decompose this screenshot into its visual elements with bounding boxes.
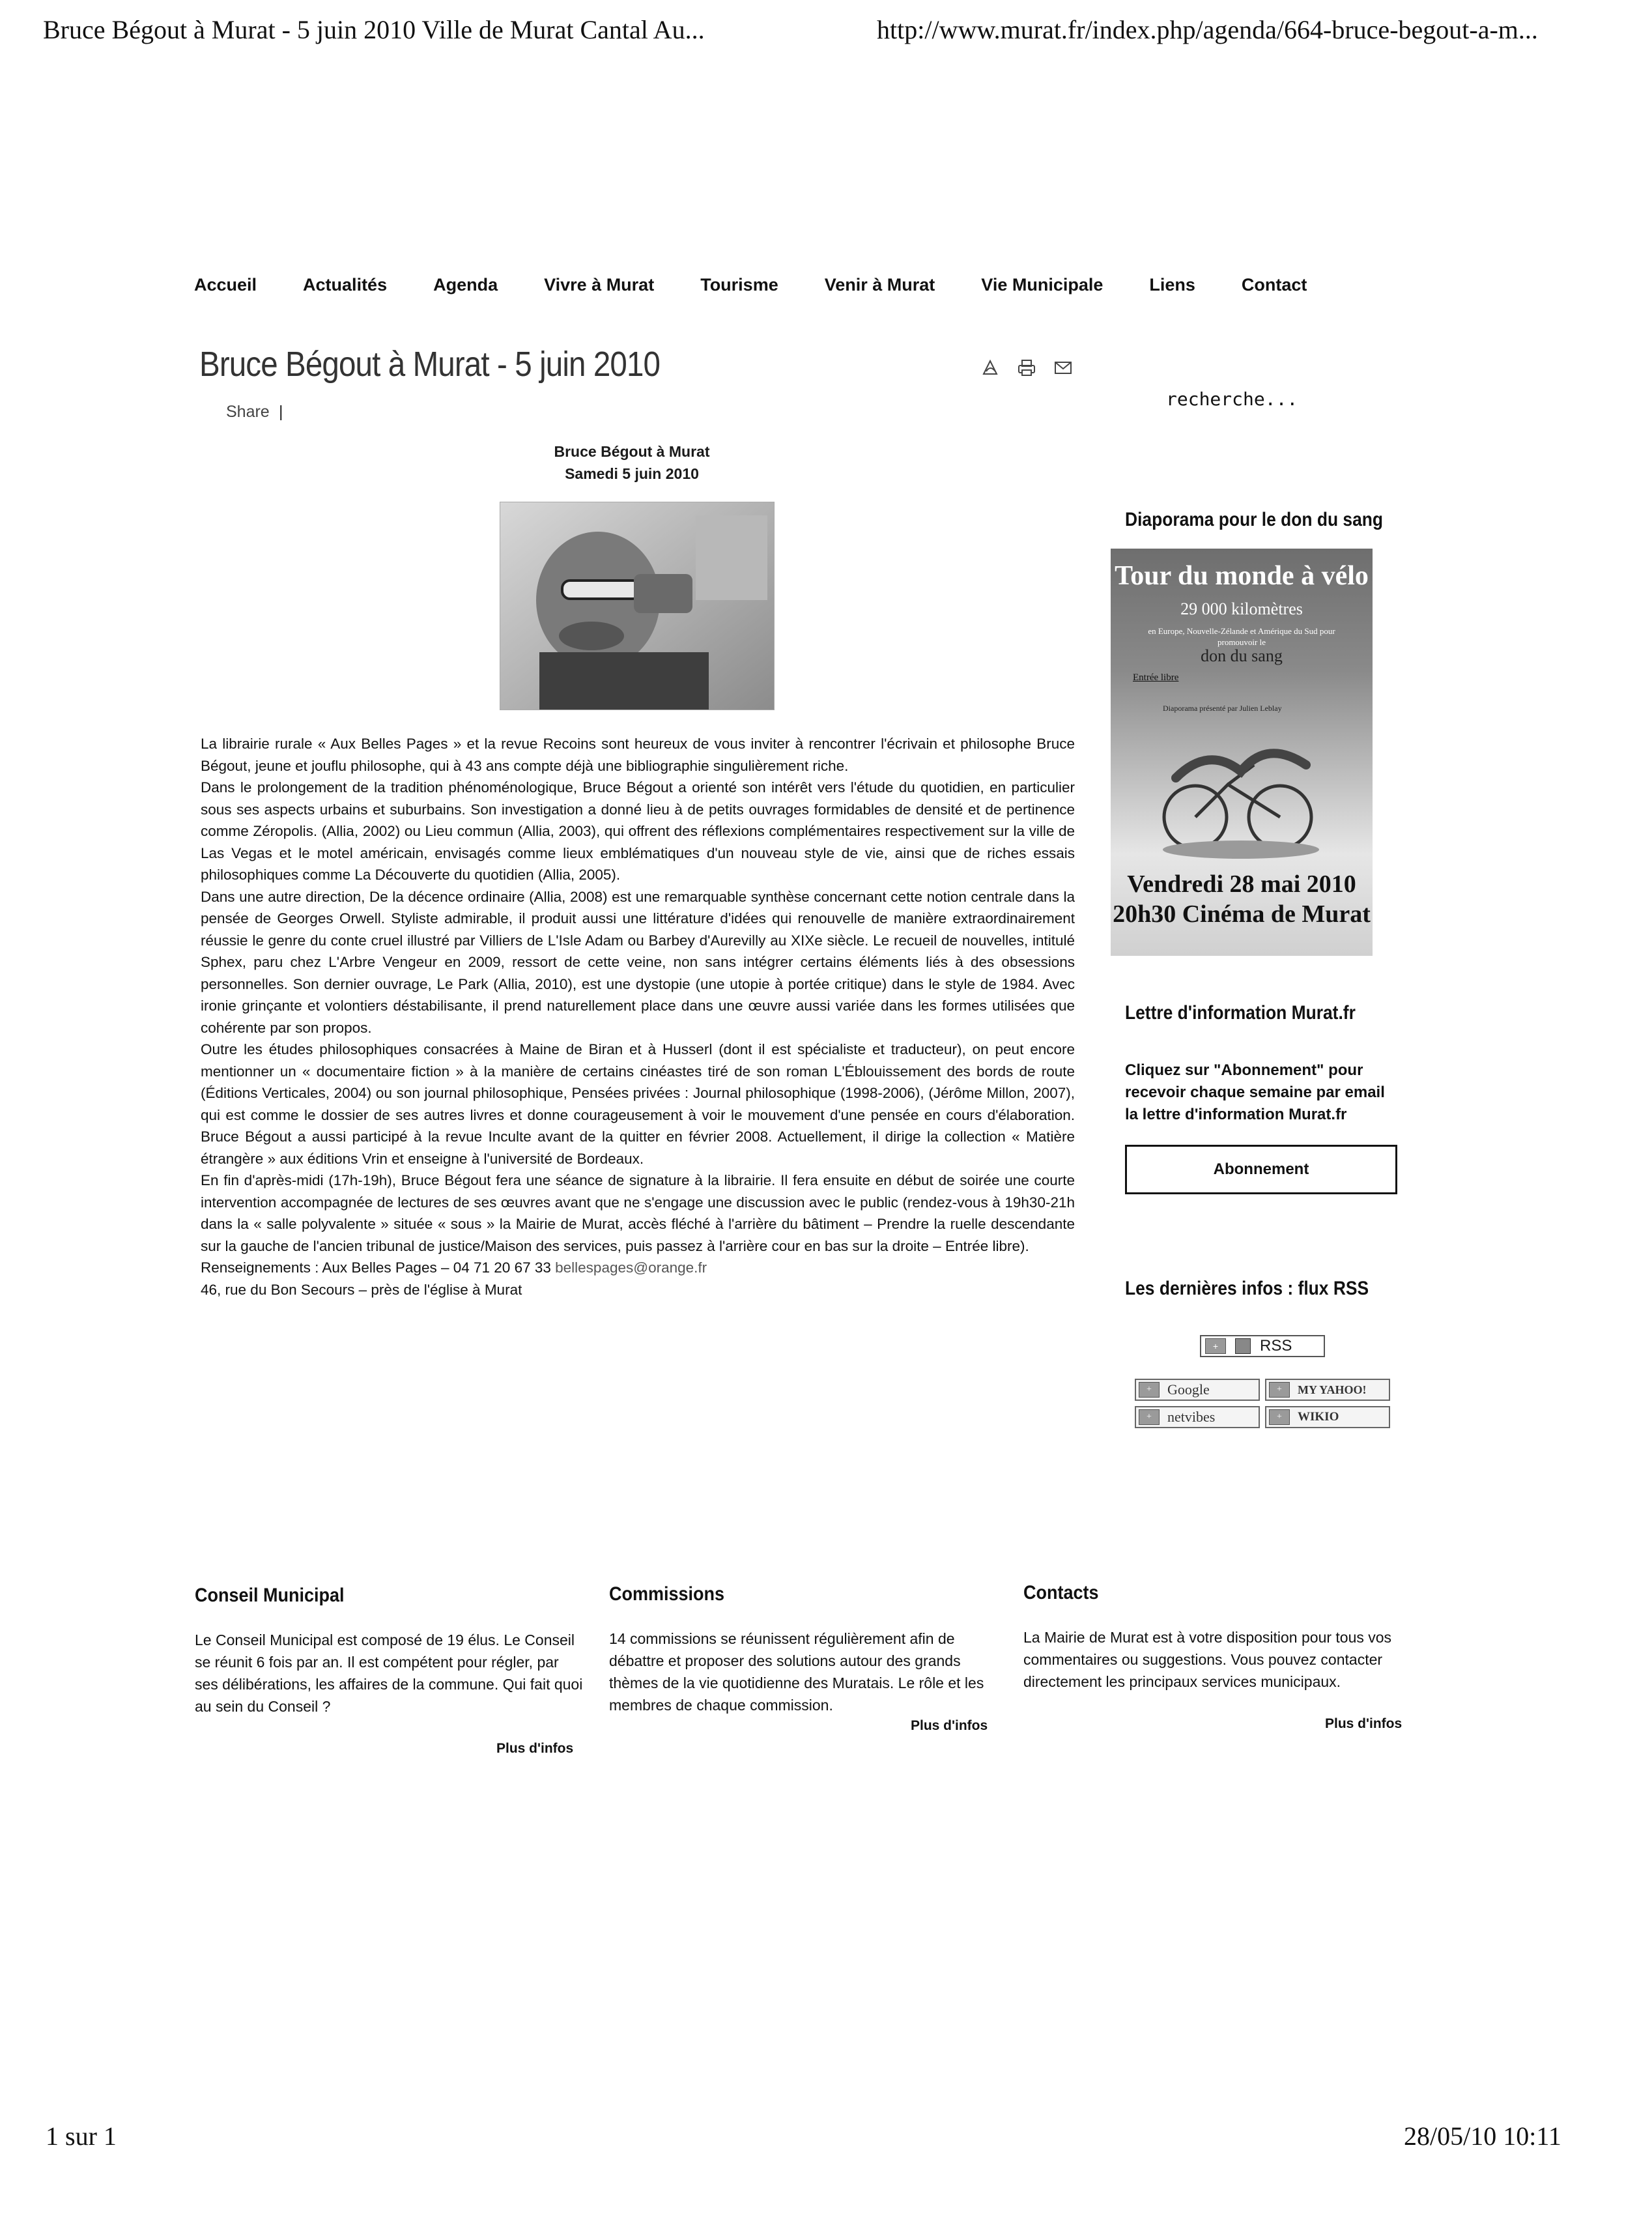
add-to-wikio-button[interactable] bbox=[1265, 1406, 1390, 1428]
email-icon[interactable] bbox=[1053, 357, 1074, 378]
newsletter-heading: Lettre d'information Murat.fr bbox=[1125, 1002, 1356, 1024]
address-line: 46, rue du Bon Secours – près de l'église à Murat bbox=[201, 1281, 522, 1298]
newsletter-description: Cliquez sur "Abonnement" pour recevoir chaque semaine par email la lettre d'information Murat.fr bbox=[1125, 1061, 1385, 1123]
event-line-2: Samedi 5 juin 2010 bbox=[565, 465, 699, 482]
nav-item-contact[interactable]: Contact bbox=[1241, 274, 1307, 295]
nav-item-actualites[interactable]: Actualités bbox=[303, 274, 388, 295]
search-input[interactable]: recherche... bbox=[1166, 388, 1298, 410]
poster-subtext: en Europe, Nouvelle-Zélande et Amérique du Sud pour promouvoir le bbox=[1148, 626, 1335, 647]
main-nav bbox=[194, 268, 1353, 301]
rss-label: RSS bbox=[1260, 1337, 1292, 1355]
add-icon: + bbox=[1269, 1409, 1290, 1425]
add-icon: + bbox=[1139, 1409, 1160, 1425]
nav-item-venir-a-murat[interactable]: Venir à Murat bbox=[824, 274, 935, 295]
poster-km: 29 000 kilomètres bbox=[1180, 599, 1303, 618]
footer-column-commissions bbox=[609, 1583, 1000, 1733]
add-icon: + bbox=[1269, 1382, 1290, 1398]
poster-date bbox=[1111, 869, 1373, 929]
add-icon: + bbox=[1139, 1382, 1160, 1398]
diaporama-poster[interactable] bbox=[1111, 549, 1373, 956]
footer-text: 14 commissions se réunissent régulièrement afin de débattre et proposer des solutions autour des grands thèmes de la vie quotidienne des Muratais. Le rôle et les membres de chaque commission. bbox=[609, 1630, 984, 1714]
abonnement-button[interactable]: Abonnement bbox=[1125, 1145, 1397, 1194]
plus-infos-link[interactable]: Plus d'infos bbox=[911, 1718, 988, 1733]
add-icon: + bbox=[1205, 1338, 1226, 1354]
poster-title: Tour du monde à vélo bbox=[1115, 561, 1369, 591]
feed-label-google: Google bbox=[1167, 1381, 1210, 1398]
pdf-icon[interactable] bbox=[980, 357, 1001, 378]
nav-item-tourisme[interactable]: Tourisme bbox=[700, 274, 778, 295]
footer-text: Le Conseil Municipal est composé de 19 élus. Le Conseil se réunit 6 fois par an. Il est compétent pour régler, par ses délibérations, les affaires de la commune. Qui fait quoi au sein du Conseil ? bbox=[195, 1631, 583, 1715]
plus-infos-link[interactable]: Plus d'infos bbox=[496, 1741, 574, 1756]
page-title: Bruce Bégout à Murat - 5 juin 2010 bbox=[199, 345, 661, 384]
print-header-title: Bruce Bégout à Murat - 5 juin 2010 Ville de Murat Cantal Au... bbox=[43, 15, 705, 44]
print-icon[interactable] bbox=[1016, 357, 1037, 378]
article-paragraph: Outre les études philosophiques consacrées à Maine de Biran et à Husserl (dont il est spécialiste et traducteur), on peut encore mentionner un « documentaire fiction » à la manière de certains cinéastes tiré de son roman L'Éblouissement des bords de route (Éditions Verticales, 2004) ou son journal philosophique, Pensées privées : Journal philosophique (1998-2006), (Jérôme Millon, 2007), qui est comme le dossier de ses autres livres et donne courageusement à voir le mouvement d'une pensée en cours d'élaboration. Bruce Bégout a aussi participé à la revue Inculte avant de la quitter en février 2008. Actuellement, il dirige la collection « Matière étrangère » aux éditions Vrin et enseigne à l'université de Bordeaux. bbox=[201, 1041, 1075, 1167]
add-to-google-button[interactable] bbox=[1135, 1379, 1260, 1401]
footer-heading: Commissions bbox=[609, 1583, 725, 1605]
feed-label-yahoo: MY YAHOO! bbox=[1298, 1383, 1367, 1396]
poster-date-line-2: 20h30 Cinéma de Murat bbox=[1113, 900, 1371, 928]
cyclists-illustration bbox=[1150, 719, 1332, 863]
rss-button[interactable] bbox=[1200, 1335, 1325, 1357]
contact-email-link[interactable]: bellespages@orange.fr bbox=[555, 1259, 707, 1276]
rss-icon bbox=[1235, 1338, 1251, 1354]
footer-column-contacts bbox=[1023, 1582, 1408, 1731]
contact-phone: Renseignements : Aux Belles Pages – 04 71 20 67 33 bbox=[201, 1259, 551, 1276]
poster-credit: Diaporama présenté par Julien Leblay bbox=[1163, 704, 1282, 713]
article-tools bbox=[980, 357, 1074, 378]
nav-item-vie-municipale[interactable]: Vie Municipale bbox=[981, 274, 1104, 295]
footer-heading: Conseil Municipal bbox=[195, 1585, 345, 1606]
nav-item-vivre-a-murat[interactable]: Vivre à Murat bbox=[544, 274, 655, 295]
add-to-yahoo-button[interactable] bbox=[1265, 1379, 1390, 1401]
poster-don: don du sang bbox=[1201, 646, 1283, 665]
add-to-netvibes-button[interactable] bbox=[1135, 1406, 1260, 1428]
footer-heading: Contacts bbox=[1023, 1582, 1099, 1603]
feed-label-netvibes: netvibes bbox=[1167, 1409, 1216, 1425]
feed-label-wikio: WIKIO bbox=[1298, 1410, 1339, 1424]
poster-entree: Entrée libre bbox=[1133, 672, 1179, 683]
rss-heading: Les dernières infos : flux RSS bbox=[1125, 1278, 1369, 1299]
nav-item-accueil[interactable]: Accueil bbox=[194, 274, 257, 295]
share-link[interactable]: Share bbox=[226, 403, 270, 421]
contact-line bbox=[201, 1257, 1075, 1279]
print-header-url: http://www.murat.fr/index.php/agenda/664-bruce-begout-a-m... bbox=[877, 15, 1538, 44]
print-footer-page: 1 sur 1 bbox=[46, 2121, 117, 2151]
share-separator: | bbox=[279, 403, 283, 421]
author-photo bbox=[500, 502, 775, 710]
plus-infos-link[interactable]: Plus d'infos bbox=[1325, 1716, 1403, 1731]
poster-date-line-1: Vendredi 28 mai 2010 bbox=[1127, 870, 1356, 898]
event-heading bbox=[508, 440, 756, 485]
footer-text: La Mairie de Murat est à votre disposition pour tous vos commentaires ou suggestions. Vous pouvez contacter directement les principaux services municipaux. bbox=[1023, 1629, 1392, 1690]
article-paragraph: Dans une autre direction, De la décence ordinaire (Allia, 2008) est une remarquable synthèse concernant cette notion centrale dans la pensée de Georges Orwell. Styliste admirable, il produit aussi une littérature d'idées qui renouvelle de manière extraordinairement réussie le genre du conte cruel illustré par Villiers de L'Isle Adam ou Barbey d'Aurevilly au XIXe siècle. Le recueil de nouvelles, intitulé Sphex, paru chez L'Arbre Vengeur en 2009, ressort de cette veine, non sans intégrer certains éléments liés à des obsessions personnelles. Son dernier ouvrage, Le Park (Allia, 2010), est une dystopie (une utopie à portée critique) dans le style de 1984. Avec ironie grinçante et volontiers déstabilisante, il prend naturellement place dans une œuvre aussi variée dans les formes utilisées que cohérente par son propos. bbox=[201, 888, 1075, 1036]
article-paragraph: La librairie rurale « Aux Belles Pages » et la revue Recoins sont heureux de vous inviter à rencontrer l'écrivain et philosophe Bruce Bégout, jeune et jouflu philosophe, qui à 43 ans compte déjà une bibliographie singulièrement riche. bbox=[201, 736, 1075, 774]
print-footer-datetime: 28/05/10 10:11 bbox=[1404, 2121, 1561, 2151]
nav-item-liens[interactable]: Liens bbox=[1149, 274, 1195, 295]
nav-item-agenda[interactable]: Agenda bbox=[433, 274, 498, 295]
article-body bbox=[201, 733, 1075, 1300]
event-line-1: Bruce Bégout à Murat bbox=[554, 443, 710, 460]
diaporama-heading: Diaporama pour le don du sang bbox=[1125, 509, 1384, 530]
feed-reader-buttons bbox=[1135, 1379, 1393, 1428]
article-paragraph: Dans le prolongement de la tradition phénoménologique, Bruce Bégout a orienté son intérêt vers l'étude du quotidien, en particulier sous ses aspects urbains et suburbains. Son investigation a donné lieu à de petits ouvrages formidables de densité et de pertinence comme Zéropolis. (Allia, 2002) ou Lieu commun (Allia, 2003), qui offrent des réflexions complémentaires respectivement sur la ville de Las Vegas et le motel américain, envisagés comme lieux emblématiques d'un nouveau style de vie, ainsi que de riches essais philosophiques comme La Découverte du quotidien (Allia, 2005). bbox=[201, 779, 1075, 883]
article-paragraph: En fin d'après-midi (17h-19h), Bruce Bégout fera une séance de signature à la librairie. Il fera ensuite en début de soirée une courte intervention accompagnée de lectures de ses œuvres avant que ne s'engage une discussion avec le public (rendez-vous à 19h30-21h dans la « salle polyvalente » située « sous » la Mairie de Murat, accès fléché à l'arrière du bâtiment – Prendre la ruelle descendante sur la gauche de l'ancien tribunal de justice/Maison des services, puis passez à l'arrière cour en bas sur la droite – Entrée libre). bbox=[201, 1172, 1075, 1254]
footer-column-conseil bbox=[195, 1585, 586, 1756]
